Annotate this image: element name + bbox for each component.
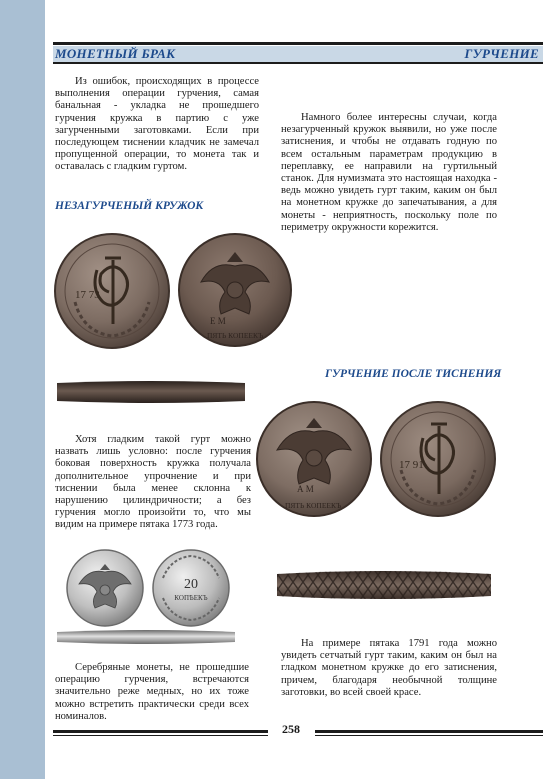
silver-coin-edge-image: [53, 626, 239, 648]
intro-paragraph: Из ошибок, происходящих в процессе выполнения операции гурчения, самая банальная - укладка не прошедшего гурчения кружка в партию с уже загурченными заготовками. Если при последующем тиснении кладчик не замечал пропущенной операции, то монета так и оставалась с гладким гуртом.: [55, 76, 259, 173]
section-title: МОНЕТНЫЙ БРАК: [55, 46, 176, 61]
silver-coin-denomination-number: 20: [184, 577, 198, 592]
silver-coin-obverse-image: [65, 548, 145, 628]
coin-1791-mesh-edge-image: [273, 568, 495, 602]
silver-coin-denomination-word: КОПѢЕКЪ: [174, 594, 208, 602]
footer-rule-right-thin: [315, 735, 543, 736]
footer-rule-left-thin: [53, 735, 268, 736]
coin-1791-denomination: ПЯТЬ КОПЕЕКЪ: [285, 501, 342, 510]
subheading-ungurched-blank: НЕЗАГУРЧЕНЫЙ КРУЖОК: [55, 200, 204, 212]
coin-1791-obverse-image: [379, 400, 497, 518]
silver-coin-pair: [65, 548, 231, 628]
paragraph-silver-coins: Серебряные монеты, не прошедшие операцию гурчения, встречаются значительно реже медных, но их тоже можно встретить практически среди всех номиналов.: [55, 662, 249, 722]
footer-rule-left: [53, 730, 268, 733]
header-rule-bottom: [53, 62, 543, 64]
coin-1791-pair: [255, 400, 497, 518]
coin-1773-pair: [53, 232, 293, 350]
coin-1773-reverse-image: [177, 232, 293, 348]
paragraph-gurching-after-striking: Намного более интересны случаи, когда незагурченный кружок выявили, но уже после затиснения, и чтобы не отдавать годную по всем остальным параметрам продукцию в переплавку, ее направили на гуртильный станок. Для нумизмата это настоящая находка - ведь можно увидеть гурт таким, каким он был на монетном кружке до запечатывания, а для монеты - неприятность, поскольку поле по периметру окружности корежится.: [281, 112, 497, 233]
running-header: [53, 46, 543, 62]
book-page: [45, 0, 550, 779]
coin-1773-edge-image: [53, 379, 249, 405]
coin-1773-obverse-image: [53, 232, 171, 350]
coin-1791-year: 17 91: [399, 459, 424, 471]
coin-1773-mint: Е М: [210, 316, 226, 326]
silver-coin-reverse-image: [151, 548, 231, 628]
coin-1791-mint: А М: [297, 484, 314, 494]
header-rule: [53, 42, 543, 45]
paragraph-mesh-edge: На примере пятака 1791 года можно увидеть сетчатый гурт таким, каким он был на гладком монетном кружке до его затиснения, причем, благодаря необычной толщине заготовки, во всей своей красе.: [281, 638, 497, 698]
coin-1773-denomination: ПЯТЬ КОПЕЕКЪ: [207, 331, 264, 340]
subheading-gurching-after-striking: ГУРЧЕНИЕ ПОСЛЕ ТИСНЕНИЯ: [325, 368, 502, 380]
coin-1773-year: 17 73: [75, 289, 100, 301]
footer-rule-right: [315, 730, 543, 733]
page-number: 258: [282, 722, 300, 736]
coin-1791-reverse-image: [255, 400, 373, 518]
paragraph-smooth-edge: Хотя гладким такой гурт можно назвать лишь условно: после гурчения боковая поверхность кружка получала дополнительное упрочнение и при тиснении была менее склонна к нарушению цилиндричности; а без гурчения могло произойти то, что мы видим на примере пятака 1773 года.: [55, 434, 251, 531]
chapter-title: ГУРЧЕНИЕ: [464, 46, 539, 61]
page-side-strip: [0, 0, 45, 779]
